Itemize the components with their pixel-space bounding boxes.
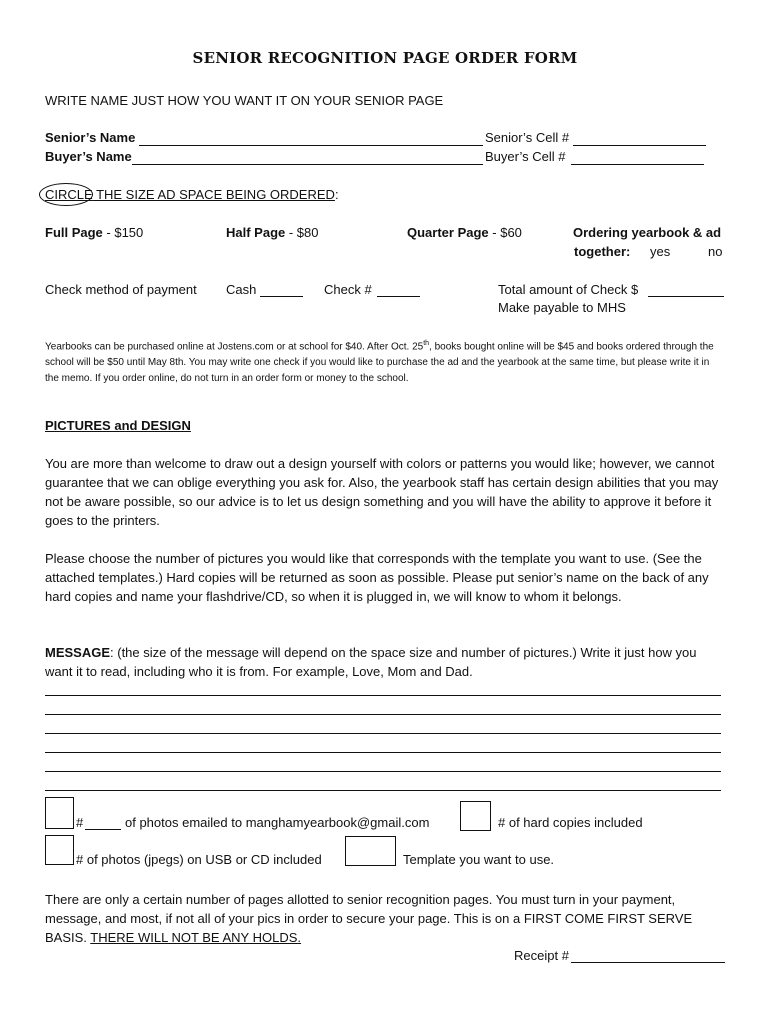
circle-instruction-text: THE SIZE AD SPACE BEING ORDERED — [92, 187, 335, 202]
size-half-label: Half Page — [226, 225, 286, 240]
payment-method-label: Check method of payment — [45, 282, 197, 297]
total-check-label: Total amount of Check $ — [498, 282, 639, 297]
message-text: : (the size of the message will depend on the space size and number of pictures.) Write it just how you want it to read, including who it is from. For example, Love, Mom and Dad. — [45, 645, 697, 679]
usb-photos-checkbox[interactable] — [45, 835, 74, 865]
hard-copies-label: # of hard copies included — [498, 815, 643, 830]
cash-label: Cash — [226, 282, 257, 297]
buyer-cell-field[interactable] — [571, 164, 704, 165]
buyer-name-label: Buyer’s Name — [45, 149, 132, 164]
together-no-option[interactable]: no — [708, 244, 723, 259]
ordering-together-line1: Ordering yearbook & ad — [573, 225, 722, 240]
total-check-field[interactable] — [648, 296, 724, 297]
notice-sup: th — [423, 340, 430, 347]
circle-colon: : — [334, 187, 339, 202]
together-yes-option[interactable]: yes — [650, 244, 671, 259]
buyer-cell-label: Buyer’s Cell # — [485, 149, 566, 164]
message-line[interactable] — [45, 714, 721, 715]
emailed-count-field[interactable] — [85, 829, 121, 830]
check-number-field[interactable] — [377, 296, 420, 297]
template-label: Template you want to use. — [403, 852, 555, 867]
size-half-page[interactable] — [226, 225, 319, 240]
senior-name-label: Senior’s Name — [45, 130, 136, 145]
emailed-photos-label: of photos emailed to manghamyearbook@gmail.com — [125, 815, 430, 830]
message-label: MESSAGE — [45, 645, 111, 660]
check-number-label: Check # — [324, 282, 372, 297]
senior-name-field[interactable] — [139, 145, 483, 146]
pictures-design-heading: PICTURES and DESIGN — [45, 418, 191, 433]
template-box[interactable] — [345, 836, 396, 866]
size-full-page[interactable] — [45, 225, 143, 240]
size-quarter-label: Quarter Page — [407, 225, 489, 240]
notice-part1: Yearbooks can be purchased online at Jostens.com or at school for $40. After Oct. 25 — [45, 341, 424, 353]
receipt-label: Receipt # — [514, 948, 569, 963]
size-full-label: Full Page — [45, 225, 103, 240]
usb-photos-label: # of photos (jpegs) on USB or CD included — [76, 852, 322, 867]
message-line[interactable] — [45, 733, 721, 734]
notice-part2: , books bought online will be $45 and books ordered through the school will be $50 until May 8th. You may write one check if you would like to purchase the ad and the yearbook at the same time, but please write it in the memo. If you order online, do not turn in an order form or money to the school. — [45, 341, 714, 385]
design-paragraph: You are more than welcome to draw out a design yourself with colors or patterns you would like; however, we cannot guarantee that we can oblige everything you ask for. Also, the yearbook staff has certain design abilities that you may not be aware possible, so our advice is to let us design something and you will have the ability to approve it before it goes to the printers. — [45, 456, 719, 528]
no-holds-notice: THERE WILL NOT BE ANY HOLDS. — [90, 930, 302, 945]
buyer-name-field[interactable] — [132, 164, 483, 165]
size-quarter-price: - $60 — [488, 225, 522, 240]
hard-copies-checkbox[interactable] — [460, 801, 491, 831]
purchase-notice — [45, 336, 725, 387]
size-quarter-page[interactable] — [407, 225, 522, 240]
closing-text: There are only a certain number of pages allotted to senior recognition pages. You must turn in your payment, message, and most, if not all of your pics in order to secure your page. This is on a FIRST COME FIRST SERVE BASIS. — [45, 892, 693, 945]
message-line[interactable] — [45, 790, 721, 791]
closing-paragraph — [45, 890, 735, 947]
emailed-photos-checkbox[interactable] — [45, 797, 74, 829]
message-line[interactable] — [45, 771, 721, 772]
pictures-paragraph: Please choose the number of pictures you would like that corresponds with the template you want to use. (See the attached templates.) Hard copies will be returned as soon as possible. Please put senior’s name on the back of any hard copies and name your flashdrive/CD, so when it is plugged in, we will know to whom it belongs. — [45, 551, 709, 604]
size-half-price: - $80 — [285, 225, 319, 240]
receipt-field[interactable] — [571, 962, 725, 963]
name-instruction: WRITE NAME JUST HOW YOU WANT IT ON YOUR SENIOR PAGE — [45, 93, 444, 108]
payable-to-text: Make payable to MHS — [498, 300, 626, 315]
circle-instruction — [45, 187, 339, 202]
form-title: SENIOR RECOGNITION PAGE ORDER FORM — [192, 49, 578, 67]
cash-field[interactable] — [260, 296, 303, 297]
size-full-price: - $150 — [102, 225, 144, 240]
message-line[interactable] — [45, 695, 721, 696]
emailed-prefix: # — [76, 815, 84, 830]
senior-cell-label: Senior’s Cell # — [485, 130, 570, 145]
message-instruction — [45, 643, 725, 681]
ordering-together-line2: together: — [574, 244, 631, 259]
message-line[interactable] — [45, 752, 721, 753]
senior-cell-field[interactable] — [573, 145, 706, 146]
circle-word: CIRCLE — [45, 187, 93, 202]
